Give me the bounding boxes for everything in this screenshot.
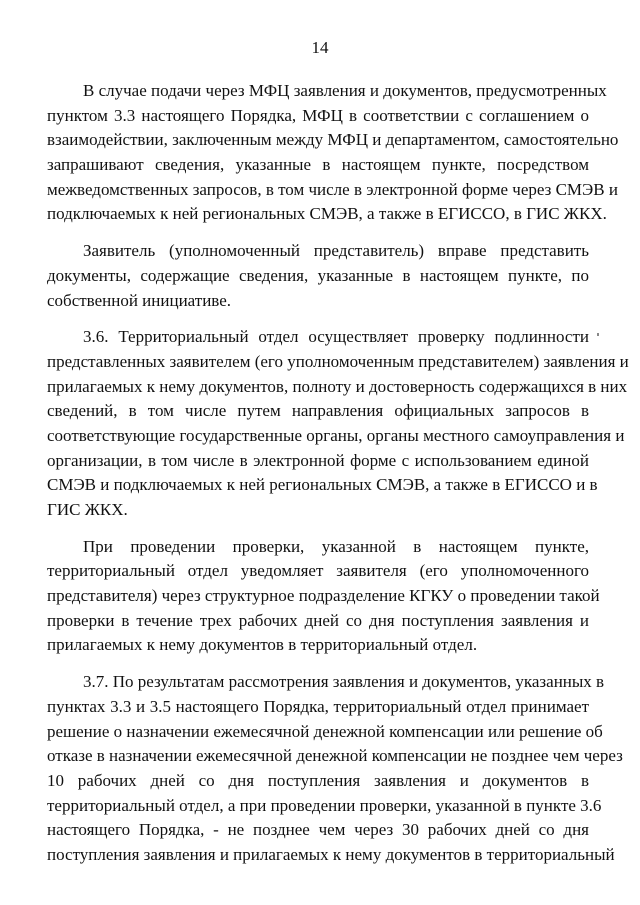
paragraph (47, 239, 589, 313)
paragraph (47, 670, 623, 868)
text-line: отказе в назначении ежемесячной денежной компенсации не позднее чем через (47, 746, 623, 766)
text-line: представленных заявителем (его уполномоченным представителем) заявления и (47, 351, 629, 371)
page-number: 14 (311, 38, 329, 57)
text-line: Заявитель (уполномоченный представитель) вправе представить (83, 241, 589, 261)
text-line: документы, содержащие сведения, указанные в настоящем пункте, по (47, 265, 589, 285)
text-line: территориальный отдел уведомляет заявителя (его уполномоченного (47, 561, 589, 581)
text-line: проверки в течение трех рабочих дней со дня поступления заявления и (47, 610, 589, 630)
text-line: поступления заявления и прилагаемых к нему документов в территориальный (47, 844, 615, 864)
text-line: пунктах 3.3 и 3.5 настоящего Порядка, территориальный отдел принимает (47, 696, 589, 716)
text-line: представителя) через структурное подразделение КГКУ о проведении такой (47, 586, 600, 606)
text-line: подключаемых к ней региональных СМЭВ, а также в ЕГИССО, в ГИС ЖКХ. (47, 204, 607, 224)
text-line: прилагаемых к нему документов, полноту и достоверность содержащихся в них (47, 376, 628, 396)
text-line: соответствующие государственные органы, органы местного самоуправления и (47, 425, 625, 445)
text-line: СМЭВ и подключаемых к ней региональных СМЭВ, а также в ЕГИССО и в (47, 475, 598, 495)
paragraph (47, 79, 619, 227)
text-line: ГИС ЖКХ. (47, 500, 128, 519)
text-line: организации, в том числе в электронной форме с использованием единой (47, 450, 589, 470)
text-line: территориальный отдел, а при проведении проверки, указанной в пункте 3.6 (47, 795, 602, 815)
text-line: При проведении проверки, указанной в настоящем пункте, (83, 536, 589, 556)
text-line: взаимодействии, заключенным между МФЦ и департаментом, самостоятельно (47, 130, 619, 150)
text-line: собственной инициативе. (47, 290, 232, 310)
text-line: 3.6. Территориальный отдел осуществляет проверку подлинности (83, 327, 589, 347)
text-line: настоящего Порядка, - не позднее чем через 30 рабочих дней со дня (47, 820, 589, 840)
text-line: межведомственных запросов, в том числе в электронной форме через СМЭВ и (47, 179, 618, 199)
text-line: сведений, в том числе путем направления официальных запросов в (47, 401, 589, 421)
paragraph (47, 325, 629, 523)
text-line: запрашивают сведения, указанные в настоящем пункте, посредством (47, 155, 589, 175)
paragraph (47, 535, 600, 658)
text-line: прилагаемых к нему документов в территориальный отдел. (47, 635, 478, 655)
text-line: 3.7. По результатам рассмотрения заявления и документов, указанных в (83, 672, 605, 692)
text-line: В случае подачи через МФЦ заявления и документов, предусмотренных (83, 81, 607, 100)
text-line: пунктом 3.3 настоящего Порядка, МФЦ в соответствии с соглашением о (47, 105, 589, 125)
document-body (47, 79, 629, 868)
scan-artifact (597, 333, 599, 336)
text-line: решение о назначении ежемесячной денежной компенсации или решение об (47, 721, 603, 741)
text-line: 10 рабочих дней со дня поступления заявления и документов в (47, 770, 589, 790)
